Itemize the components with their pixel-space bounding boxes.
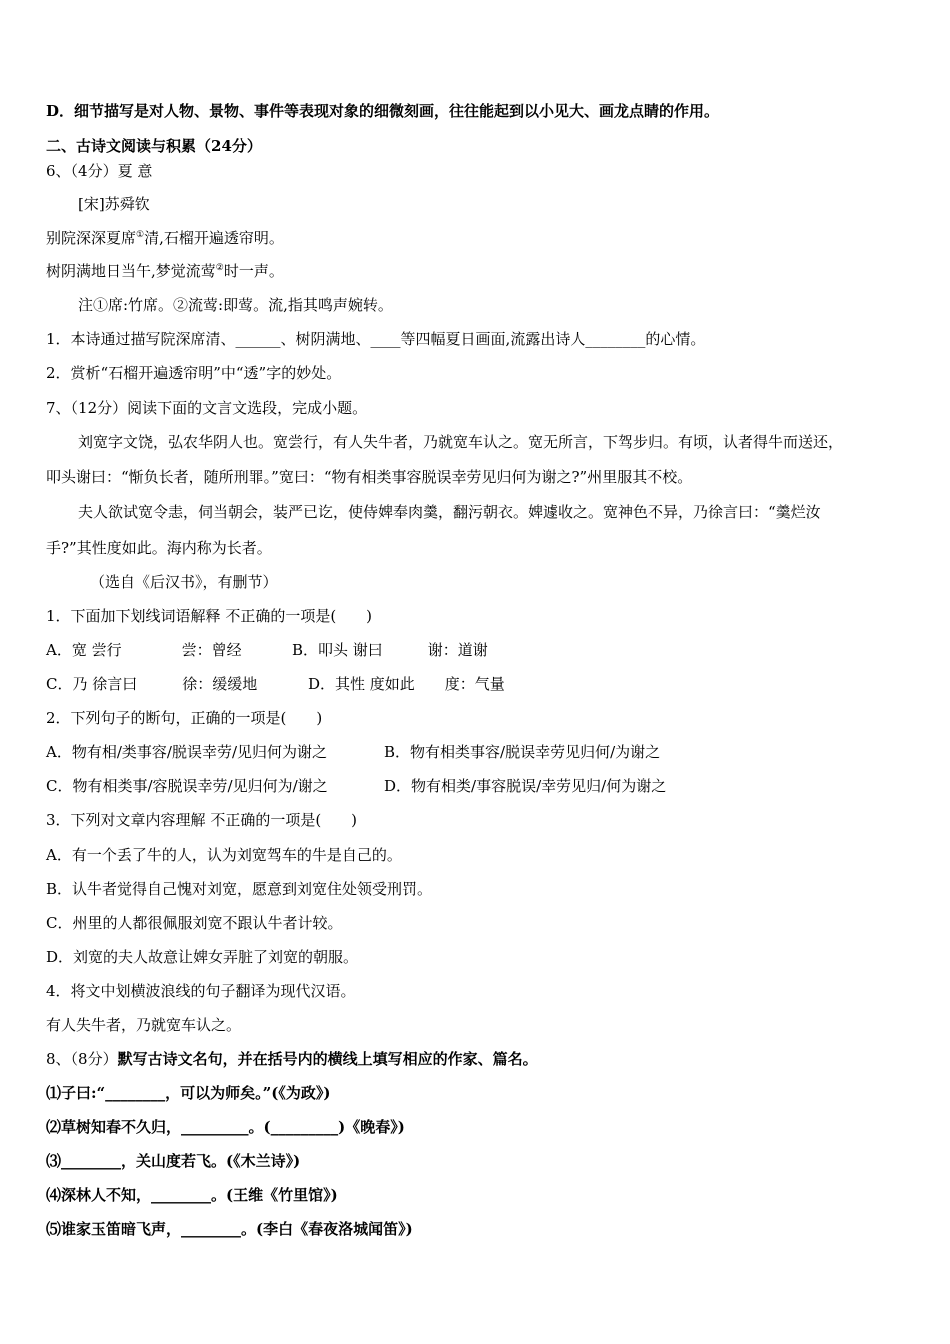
q7-s4-text: 有人失牛者，乃就宽车认之。 <box>46 1016 242 1034</box>
q6-sub2: 2．赏析“石榴开遍透帘明”中“透”字的妙处。 <box>46 364 342 382</box>
passage-para1-line2: 叩头谢曰：“惭负长者，随所刑罪。”宽曰：“物有相类事容脱误幸劳见归何为谢之?”州里服其不校。 <box>46 468 693 486</box>
q7-s4-question: 4．将文中划横波浪线的句子翻译为现代汉语。 <box>46 982 356 1000</box>
q6-header: 6、（4分）夏 意 <box>46 162 153 180</box>
q8-header: 8、（8分）默写古诗文名句，并在括号内的横线上填写相应的作家、篇名。 <box>46 1050 538 1068</box>
q7-s2-question: 2．下列句子的断句，正确的一项是( ) <box>46 709 323 727</box>
option-a: A．宽 尝行 尝：曾经 <box>46 641 242 659</box>
passage-para2-line2: 手?”其性度如此。海内称为长者。 <box>46 539 272 557</box>
q7-s1-question: 1．下面加下划线词语解释 不正确的一项是( ) <box>46 607 373 625</box>
q7-s3-option-d: D．刘宽的夫人故意让婢女弄脏了刘宽的朝服。 <box>46 948 359 966</box>
option-b: B．物有相类事容/脱误幸劳见归何/为谢之 <box>384 743 661 761</box>
section-title: 二、古诗文阅读与积累（24分） <box>46 137 262 155</box>
q8-item-2: ⑵草树知春不久归，_________。(_________)《晚春》) <box>46 1118 405 1136</box>
passage-source: （选自《后汉书》，有删节） <box>90 573 278 591</box>
q7-s1-row1 <box>46 640 488 660</box>
q7-s3-question: 3．下列对文章内容理解 不正确的一项是( ) <box>46 811 358 829</box>
poem-line-2: 树阴满地日当午,梦觉流莺②时一声。 <box>46 262 284 280</box>
option-c: C．乃 徐言曰 徐：缓缓地 <box>46 675 258 693</box>
option-c: C．物有相类事/容脱误幸劳/见归何为/谢之 <box>46 777 328 795</box>
option-d: D．其性 度如此 度：气量 <box>308 675 505 693</box>
q7-s3-option-a: A．有一个丢了牛的人，认为刘宽驾车的牛是自己的。 <box>46 846 402 864</box>
q7-s3-option-b: B．认牛者觉得自己愧对刘宽，愿意到刘宽住处领受刑罚。 <box>46 880 433 898</box>
passage-para2-line1: 夫人欲试宽令恚，伺当朝会，装严已讫，使侍婢奉肉羹，翻污朝衣。婢遽收之。宽神色不异，乃徐言曰：“羹烂汝 <box>78 503 821 521</box>
q7-s2-row2 <box>46 776 667 796</box>
poem-note: 注①席:竹席。②流莺:即莺。流,指其鸣声婉转。 <box>78 296 393 314</box>
option-b: B．叩头 谢曰 谢：道谢 <box>292 641 488 659</box>
q8-item-3: ⑶________，关山度若飞。(《木兰诗》) <box>46 1152 301 1170</box>
q7-s1-row2 <box>46 674 505 694</box>
q8-item-5: ⑸谁家玉笛暗飞声，________。(李白《春夜洛城闻笛》) <box>46 1220 413 1238</box>
option-d: D．物有相类/事容脱误/幸劳见归/何为谢之 <box>384 777 667 795</box>
q8-item-1: ⑴子曰:“________，可以为师矣。”(《为政》) <box>46 1084 331 1102</box>
poem-line-1: 别院深深夏席①清,石榴开遍透帘明。 <box>46 229 284 247</box>
footnote-mark-2: ② <box>215 263 224 273</box>
option-d-text: D．细节描写是对人物、景物、事件等表现对象的细微刻画，往往能起到以小见大、画龙点睛的作用。 <box>46 102 720 120</box>
q8-item-4: ⑷深林人不知，________。(王维《竹里馆》) <box>46 1186 338 1204</box>
q7-header: 7、（12分）阅读下面的文言文选段，完成小题。 <box>46 399 368 417</box>
q7-s2-row1 <box>46 742 661 762</box>
q6-sub1: 1．本诗通过描写院深席清、______、树阴满地、____等四幅夏日画面,流露出诗人________的心情。 <box>46 330 706 348</box>
footnote-mark-1: ① <box>136 230 145 240</box>
q7-s3-option-c: C．州里的人都很佩服刘宽不跟认牛者计较。 <box>46 914 343 932</box>
option-a: A．物有相/类事容/脱误幸劳/见归何为谢之 <box>46 743 327 761</box>
q6-author: [宋]苏舜钦 <box>78 195 150 213</box>
passage-para1-line1: 刘宽字文饶，弘农华阴人也。宽尝行，有人失牛者，乃就宽车认之。宽无所言，下驾步归。有顷，认者得牛而送还， <box>78 433 844 451</box>
